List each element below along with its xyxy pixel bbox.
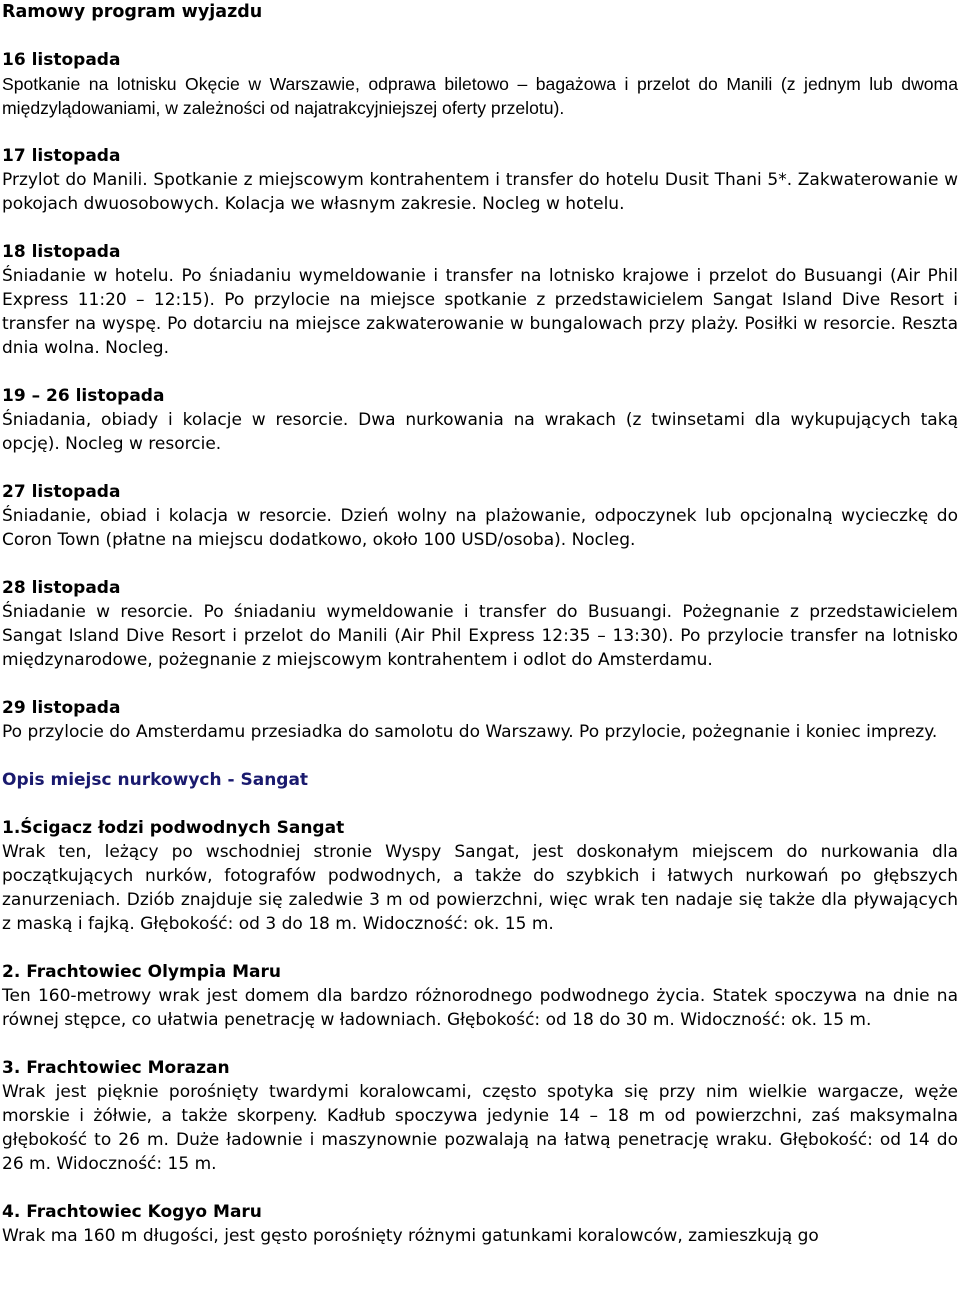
dive-site-1 <box>2 816 958 936</box>
day-18 <box>2 240 958 360</box>
dive-site-heading: 2. Frachtowiec Olympia Maru <box>2 962 281 982</box>
dive-site-description: Wrak ma 160 m długości, jest gęsto porośnięty różnymi gatunkami koralowców, zamieszkują go <box>2 1226 819 1246</box>
day-heading: 17 listopada <box>2 146 121 166</box>
day-heading: 16 listopada <box>2 50 121 70</box>
day-heading: 19 – 26 listopada <box>2 386 165 406</box>
day-heading: 28 listopada <box>2 578 121 598</box>
day-16 <box>2 48 958 120</box>
dive-site-description: Wrak ten, leżący po wschodniej stronie Wyspy Sangat, jest doskonałym miejscem do nurkowania dla początkujących nurków, fotografów podwodnych, a także do szybkich i łatwych nurkowań po głębszych zanurzeniach. Dziób znajduje się zaledwie 3 m od powierzchni, więc wrak ten nadaje się także dla pływających z maską i fajką. Głębokość: od 3 do 18 m. Widoczność: ok. 15 m. <box>2 842 958 934</box>
day-19-26 <box>2 384 958 456</box>
day-description: Śniadanie w resorcie. Po śniadaniu wymeldowanie i transfer do Busuangi. Pożegnanie z przedstawicielem Sangat Island Dive Resort i przelot do Manili (Air Phil Express 12:35 – 13:30). Po przylocie transfer na lotnisko międzynarodowe, pożegnanie z miejscowym kontrahentem i odlot do Amsterdamu. <box>2 602 958 670</box>
day-heading: 29 listopada <box>2 698 121 718</box>
day-description: Po przylocie do Amsterdamu przesiadka do samolotu do Warszawy. Po przylocie, pożegnanie i koniec imprezy. <box>2 722 938 742</box>
dive-site-heading: 4. Frachtowiec Kogyo Maru <box>2 1202 262 1222</box>
day-29 <box>2 696 958 744</box>
day-description: Śniadania, obiady i kolacje w resorcie. Dwa nurkowania na wrakach (z twinsetami dla wykupujących taką opcję). Nocleg w resorcie. <box>2 410 958 454</box>
dive-site-heading: 1.Ścigacz łodzi podwodnych Sangat <box>2 818 345 838</box>
dive-site-description: Ten 160-metrowy wrak jest domem dla bardzo różnorodnego podwodnego życia. Statek spoczywa na dnie na równej stępce, co ułatwia penetrację w ładowniach. Głębokość: od 18 do 30 m. Widoczność: ok. 15 m. <box>2 986 958 1030</box>
day-description: Śniadanie, obiad i kolacja w resorcie. Dzień wolny na plażowanie, odpoczynek lub opcjonalną wycieczkę do Coron Town (płatne na miejscu dodatkowo, około 100 USD/osoba). Nocleg. <box>2 506 958 550</box>
day-heading: 27 listopada <box>2 482 121 502</box>
day-heading: 18 listopada <box>2 242 121 262</box>
dive-site-description: Wrak jest pięknie porośnięty twardymi koralowcami, często spotyka się przy nim wielkie wargacze, węże morskie i żółwie, a także skorpeny. Kadłub spoczywa jedynie 14 – 18 m od powierzchni, zaś maksymalna głębokość to 26 m. Duże ładownie i maszynownie pozwalają na łatwą penetrację wraku. Głębokość: od 14 do 26 m. Widoczność: 15 m. <box>2 1082 958 1174</box>
day-17 <box>2 144 958 216</box>
day-description: Przylot do Manili. Spotkanie z miejscowym kontrahentem i transfer do hotelu Dusit Thani 5*. Zakwaterowanie w pokojach dwuosobowych. Kolacja we własnym zakresie. Nocleg w hotelu. <box>2 170 958 214</box>
document-title: Ramowy program wyjazdu <box>2 2 263 22</box>
dive-site-heading: 3. Frachtowiec Morazan <box>2 1058 230 1078</box>
dive-site-3 <box>2 1056 958 1176</box>
dive-sites-section-title: Opis miejsc nurkowych - Sangat <box>2 770 309 790</box>
day-27 <box>2 480 958 552</box>
day-28 <box>2 576 958 672</box>
dive-site-4 <box>2 1200 958 1248</box>
day-description: Śniadanie w hotelu. Po śniadaniu wymeldowanie i transfer na lotnisko krajowe i przelot do Busuangi (Air Phil Express 11:20 – 12:15). Po przylocie na miejsce spotkanie z przedstawicielem Sangat Island Dive Resort i transfer na wyspę. Po dotarciu na miejsce zakwaterowanie w bungalowach przy plaży. Posiłki w resorcie. Reszta dnia wolna. Nocleg. <box>2 266 958 358</box>
dive-site-2 <box>2 960 958 1032</box>
day-description: Spotkanie na lotnisku Okęcie w Warszawie, odprawa biletowo – bagażowa i przelot do Manili (z jednym lub dwoma międzylądowaniami, w zależności od najatrakcyjniejszej oferty przelotu). <box>2 74 958 118</box>
